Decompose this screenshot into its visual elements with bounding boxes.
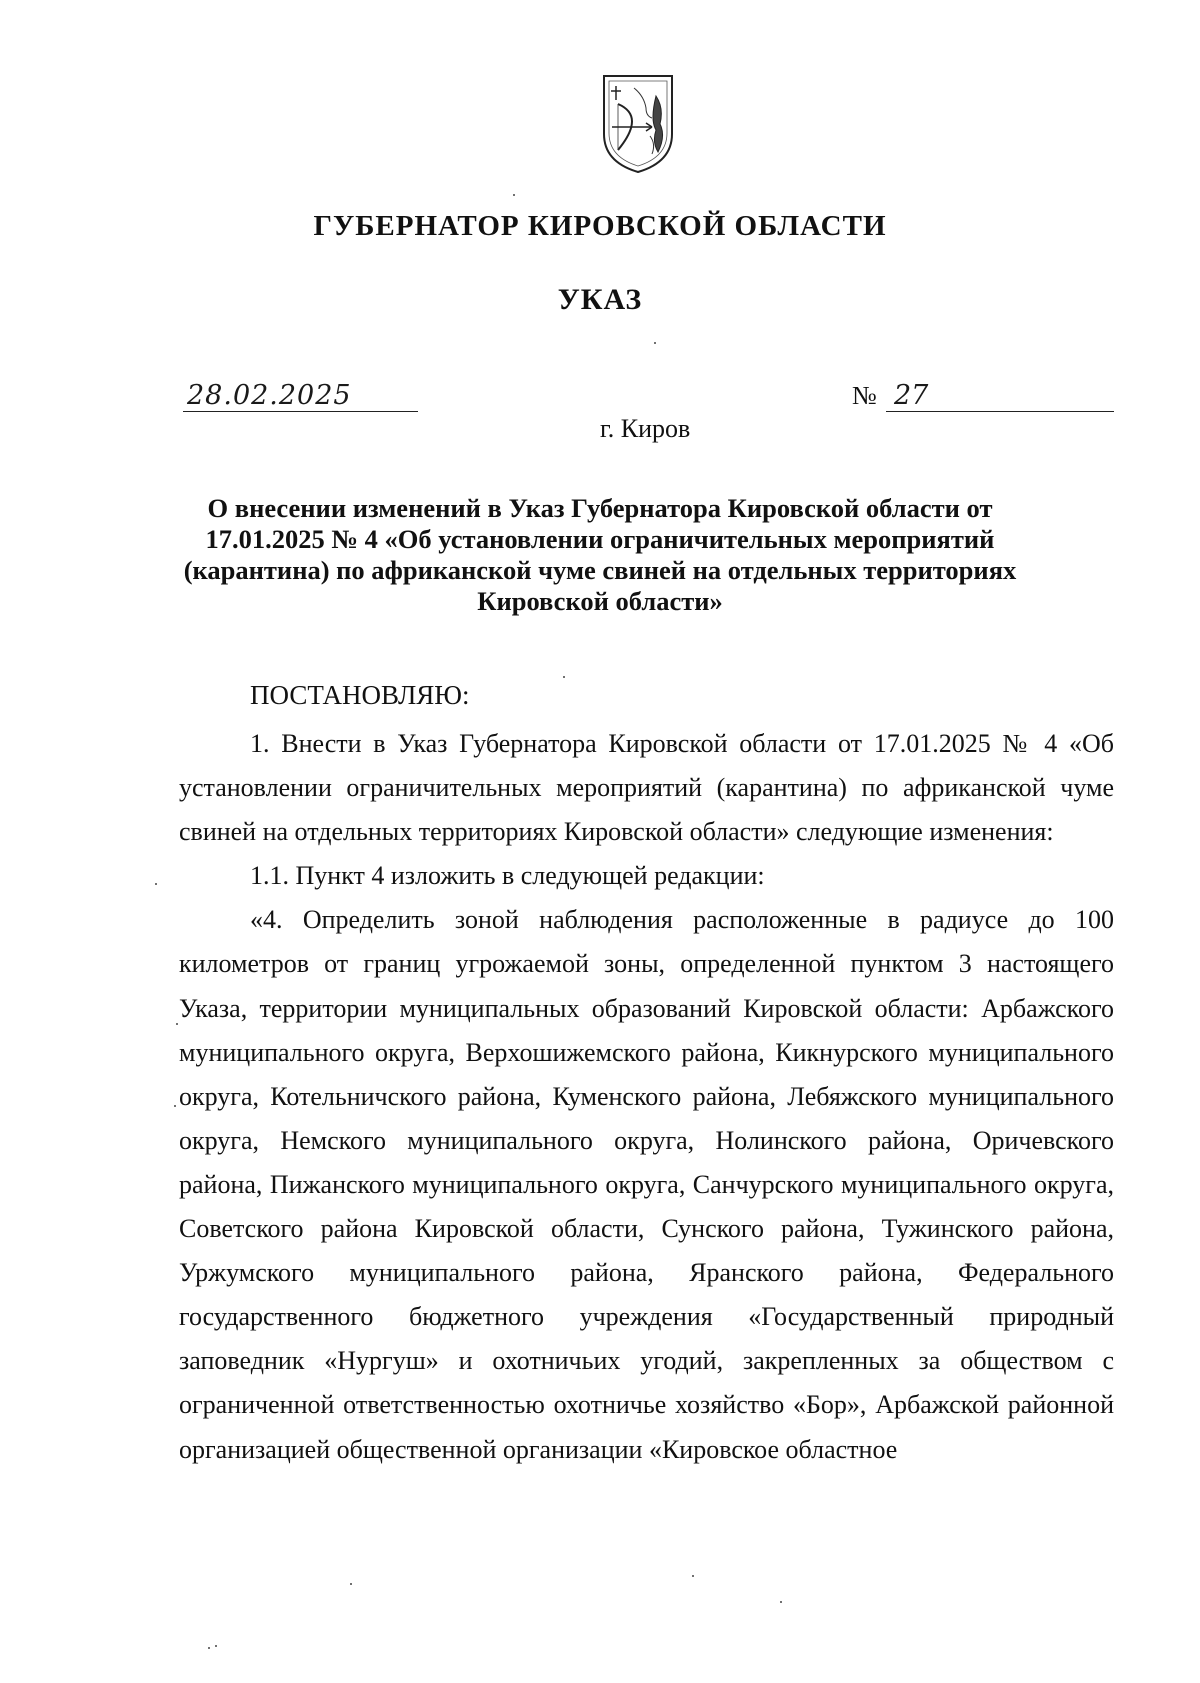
number-field [886, 380, 1114, 412]
scan-speck [513, 194, 515, 196]
scan-speck [654, 342, 656, 344]
issuing-authority: ГУБЕРНАТОР КИРОВСКОЙ ОБЛАСТИ [313, 210, 887, 242]
document-body [179, 722, 1114, 1472]
scan-speck [215, 1645, 217, 1647]
document-date: 28.02.2025 [187, 380, 352, 411]
date-field [183, 380, 418, 412]
decree-word: ПОСТАНОВЛЯЮ: [250, 680, 470, 710]
body-paragraph-1: 1. Внести в Указ Губернатора Кировской области от 17.01.2025 № 4 «Об установлении ограничительных мероприятий (карантина) по африканской чуме свиней на отдельных территориях Кировской области» следующие изменения: [179, 729, 1114, 847]
scan-speck [780, 1601, 782, 1603]
number-sign: № [852, 381, 877, 410]
scan-speck [155, 883, 157, 885]
document-number: 27 [894, 380, 929, 411]
scan-speck [208, 1647, 210, 1649]
scan-speck [692, 1575, 694, 1577]
coat-of-arms-icon [600, 72, 676, 176]
document-title: О внесении изменений в Указ Губернатора Кировской области от 17.01.2025 № 4 «Об установлении ограничительных мероприятий (карантина) по африканской чуме свиней на отдельных территориях Кировской области» [183, 493, 1017, 616]
scan-speck [174, 1105, 176, 1107]
scan-speck [176, 1023, 178, 1025]
document-type: УКАЗ [557, 283, 643, 316]
body-paragraph-2: 1.1. Пункт 4 изложить в следующей редакции: [250, 861, 765, 891]
city-location: г. Киров [600, 414, 691, 443]
scan-speck [350, 1583, 352, 1585]
body-paragraph-3: «4. Определить зоной наблюдения расположенные в радиусе до 100 километров от границ угрожаемой зоны, определенной пунктом 3 настоящего Указа, территории муниципальных образований Кировской области: Арбажского муниципального округа, Верхошижемского района, Кикнурского муниципального округа, Котельничского района, Куменского района, Лебяжского муниципального округа, Немского муниципального округа, Нолинского района, Оричевского района, Пижанского муниципального округа, Санчурского муниципального округа, Советского района Кировской области, Сунского района, Тужинского района, Уржумского муниципального района, Яранского района, Федерального государственного бюджетного учреждения «Государственный природный заповедник «Нургуш» и охотничьих угодий, закрепленных за обществом с ограниченной ответственностью охотничье хозяйство «Бор», Арбажской районной организацией общественной организации «Кировское областное [179, 905, 1114, 1464]
scan-speck [563, 676, 565, 678]
